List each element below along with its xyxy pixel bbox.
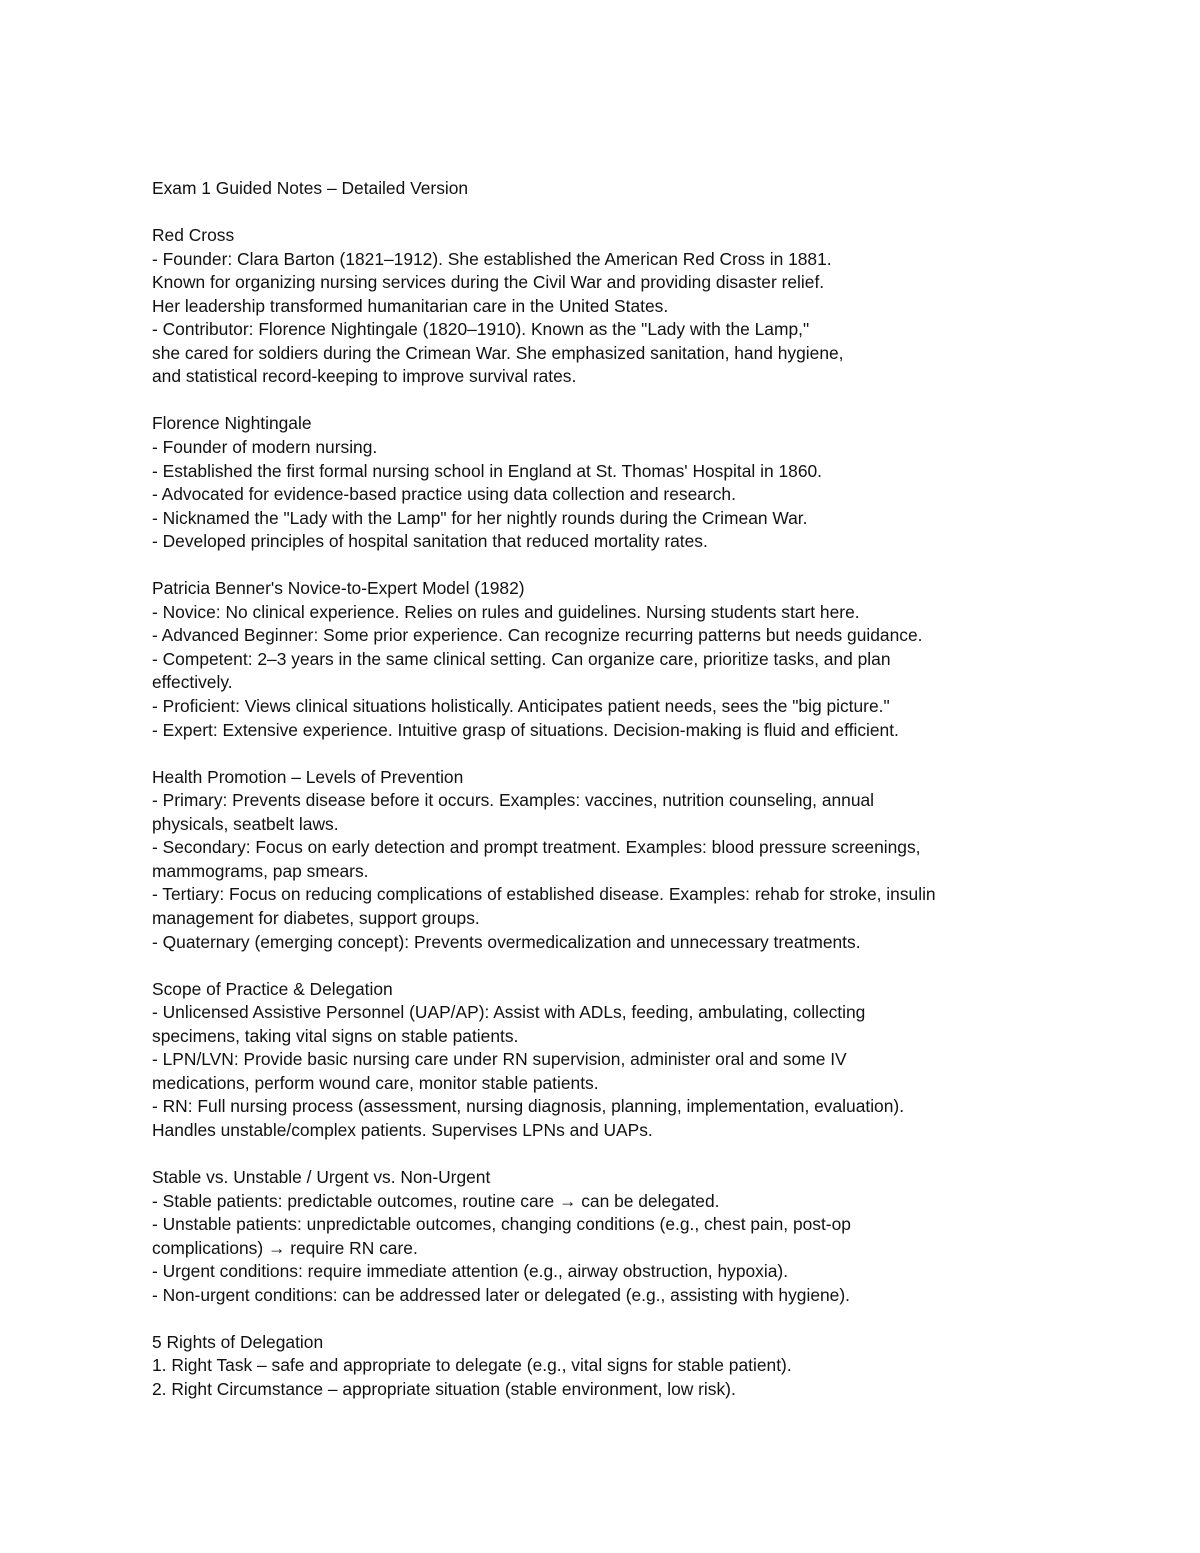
spacer — [152, 954, 1152, 978]
spacer — [152, 389, 1152, 413]
section-line: complications) → require RN care. — [152, 1237, 418, 1258]
section-red-cross — [152, 224, 1152, 389]
spacer — [152, 742, 1152, 766]
section-florence-nightingale — [152, 412, 1152, 553]
section-line: - Stable patients: predictable outcomes, routine care → can be delegated. — [152, 1190, 720, 1211]
section-line: Her leadership transformed humanitarian care in the United States. — [152, 295, 669, 316]
section-line: - Non-urgent conditions: can be addressed later or delegated (e.g., assisting with hygiene). — [152, 1284, 850, 1305]
section-line: Handles unstable/complex patients. Supervises LPNs and UAPs. — [152, 1119, 653, 1140]
section-line: - Advanced Beginner: Some prior experience. Can recognize recurring patterns but needs guidance. — [152, 625, 923, 646]
section-line: - Quaternary (emerging concept): Prevents overmedicalization and unnecessary treatments. — [152, 931, 861, 952]
section-line: effectively. — [152, 672, 233, 693]
section-scope-of-practice — [152, 978, 1152, 1143]
section-heading: Scope of Practice & Delegation — [152, 978, 393, 999]
section-benner-model — [152, 577, 1152, 742]
section-line: - Primary: Prevents disease before it occurs. Examples: vaccines, nutrition counseling, annual — [152, 790, 875, 811]
section-line: medications, perform wound care, monitor stable patients. — [152, 1072, 599, 1093]
section-heading: Stable vs. Unstable / Urgent vs. Non-Urgent — [152, 1166, 491, 1187]
section-line: - Unstable patients: unpredictable outcomes, changing conditions (e.g., chest pain, post-op — [152, 1214, 851, 1235]
section-line: and statistical record-keeping to improve survival rates. — [152, 366, 577, 387]
section-line: 1. Right Task – safe and appropriate to delegate (e.g., vital signs for stable patient). — [152, 1355, 792, 1376]
section-line: physicals, seatbelt laws. — [152, 813, 339, 834]
notes-body — [152, 177, 1152, 1401]
section-line: 2. Right Circumstance – appropriate situation (stable environment, low risk). — [152, 1378, 736, 1399]
section-line: - Developed principles of hospital sanitation that reduced mortality rates. — [152, 531, 708, 552]
section-line: - Secondary: Focus on early detection and prompt treatment. Examples: blood pressure screenings, — [152, 837, 921, 858]
section-line: - Proficient: Views clinical situations holistically. Anticipates patient needs, sees the "big picture." — [152, 696, 890, 717]
spacer — [152, 1307, 1152, 1331]
section-line: Known for organizing nursing services during the Civil War and providing disaster relief. — [152, 272, 825, 293]
spacer — [152, 554, 1152, 578]
document-title: Exam 1 Guided Notes – Detailed Version — [152, 178, 469, 198]
section-line: - Tertiary: Focus on reducing complications of established disease. Examples: rehab for stroke, insulin — [152, 884, 936, 905]
spacer — [152, 1142, 1152, 1166]
section-stable-vs-unstable — [152, 1166, 1152, 1307]
section-heading: 5 Rights of Delegation — [152, 1331, 324, 1352]
spacer — [152, 201, 1152, 225]
section-line: management for diabetes, support groups. — [152, 907, 480, 928]
section-line: mammograms, pap smears. — [152, 860, 369, 881]
section-line: - Nicknamed the "Lady with the Lamp" for her nightly rounds during the Crimean War. — [152, 507, 808, 528]
section-heading: Red Cross — [152, 225, 235, 246]
section-line: she cared for soldiers during the Crimean War. She emphasized sanitation, hand hygiene, — [152, 342, 844, 363]
section-line: - Founder: Clara Barton (1821–1912). She established the American Red Cross in 1881. — [152, 248, 832, 269]
section-line: - Novice: No clinical experience. Relies on rules and guidelines. Nursing students start here. — [152, 601, 860, 622]
section-heading: Patricia Benner's Novice-to-Expert Model (1982) — [152, 578, 525, 599]
section-line: - Competent: 2–3 years in the same clinical setting. Can organize care, prioritize tasks, and plan — [152, 648, 891, 669]
section-five-rights — [152, 1331, 1152, 1402]
section-line: - Founder of modern nursing. — [152, 437, 378, 458]
section-line: - Unlicensed Assistive Personnel (UAP/AP): Assist with ADLs, feeding, ambulating, collecting — [152, 1002, 866, 1023]
section-line: - Urgent conditions: require immediate attention (e.g., airway obstruction, hypoxia). — [152, 1261, 789, 1282]
section-heading: Health Promotion – Levels of Prevention — [152, 766, 464, 787]
section-line: - LPN/LVN: Provide basic nursing care under RN supervision, administer oral and some IV — [152, 1049, 847, 1070]
section-heading: Florence Nightingale — [152, 413, 312, 434]
section-line: - Expert: Extensive experience. Intuitive grasp of situations. Decision-making is fluid and efficient. — [152, 719, 899, 740]
section-line: - Advocated for evidence-based practice using data collection and research. — [152, 484, 736, 505]
section-line: - Contributor: Florence Nightingale (1820–1910). Known as the "Lady with the Lamp," — [152, 319, 810, 340]
section-line: - RN: Full nursing process (assessment, nursing diagnosis, planning, implementation, evaluation). — [152, 1096, 905, 1117]
section-line: - Established the first formal nursing school in England at St. Thomas' Hospital in 1860. — [152, 460, 822, 481]
section-levels-of-prevention — [152, 766, 1152, 954]
section-line: specimens, taking vital signs on stable patients. — [152, 1025, 519, 1046]
